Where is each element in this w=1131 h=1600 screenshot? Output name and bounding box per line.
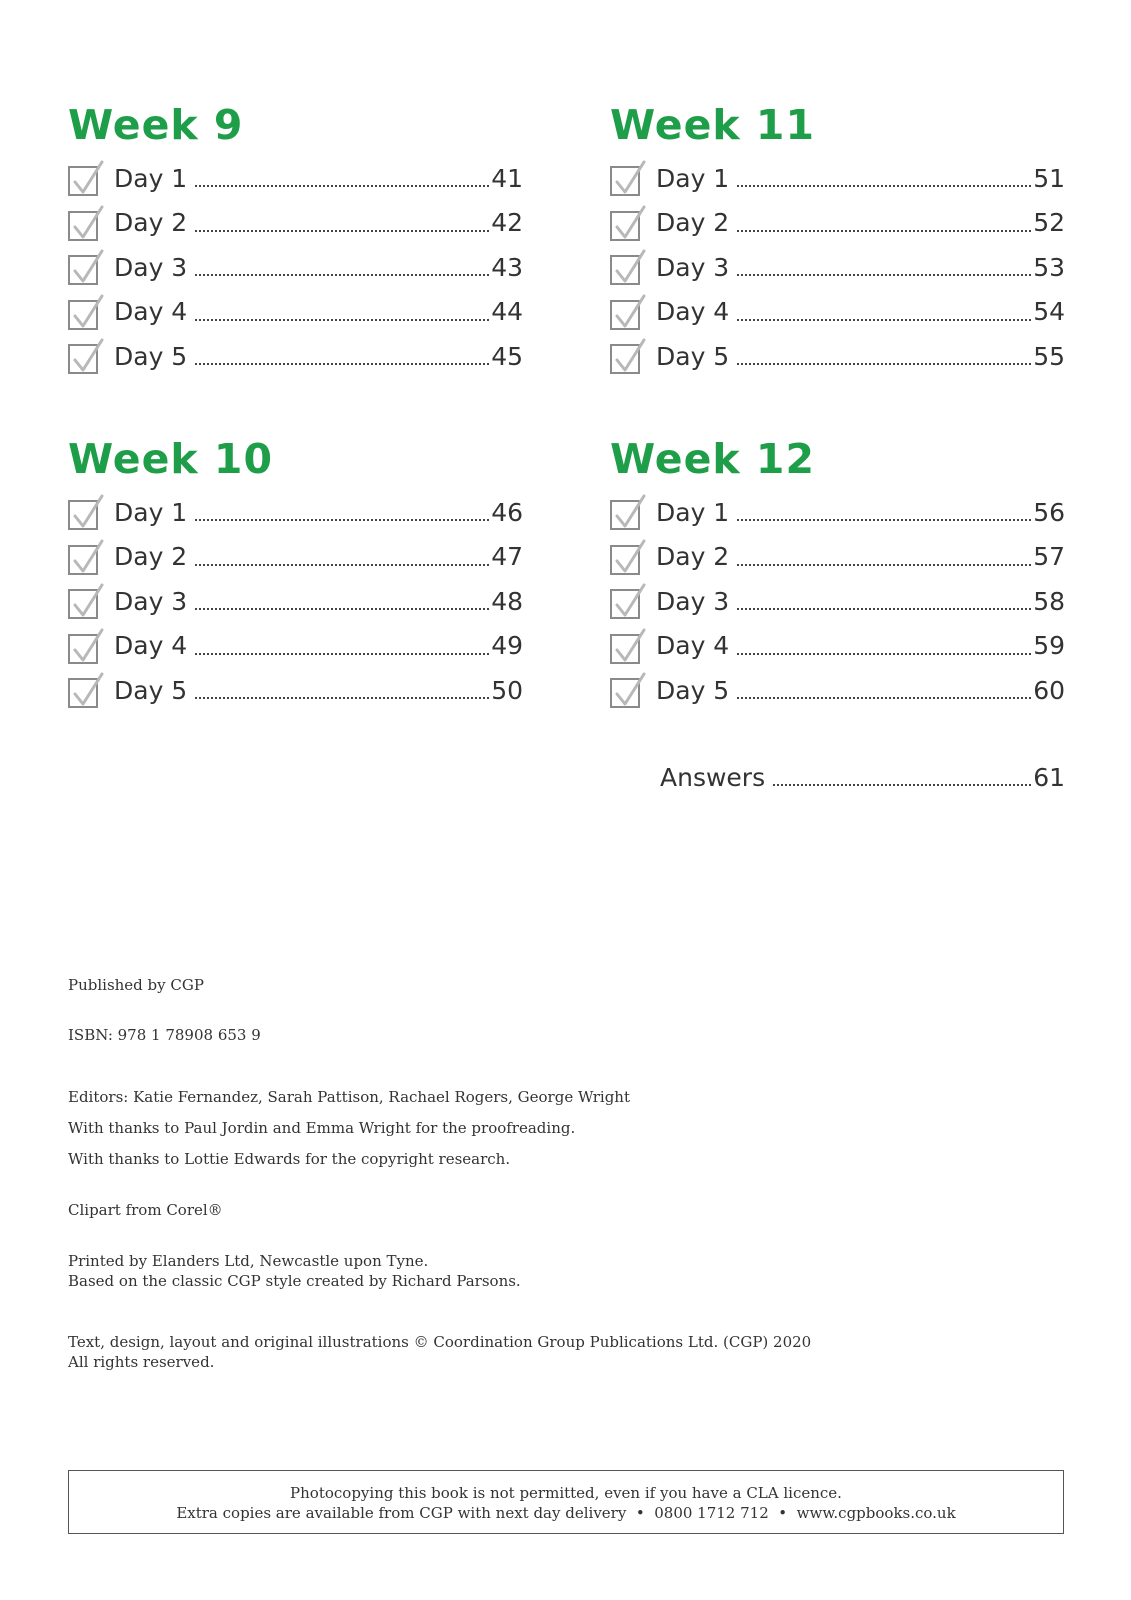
day-label: Day 5	[114, 675, 188, 705]
dot-leader	[737, 564, 1031, 566]
thanks-copyright: With thanks to Lottie Edwards for the copyright research.	[68, 1150, 511, 1168]
footer-line-2: Extra copies are available from CGP with next day delivery • 0800 1712 712 • www.cgpbooks.co.uk	[176, 1504, 956, 1522]
rights: All rights reserved.	[68, 1353, 215, 1371]
copyright: Text, design, layout and original illustrations © Coordination Group Publications Ltd. (CGP) 2020	[68, 1333, 812, 1351]
day-row[interactable]	[610, 668, 1065, 713]
dot-leader	[195, 653, 489, 655]
based-on: Based on the classic CGP style created by Richard Parsons.	[68, 1272, 521, 1290]
day-row[interactable]	[610, 579, 1065, 624]
dot-leader	[195, 319, 489, 321]
day-label: Day 3	[656, 252, 730, 282]
checkmark-icon	[614, 537, 648, 577]
day-label: Day 2	[114, 542, 188, 572]
page-number: 57	[1033, 542, 1065, 572]
checkbox[interactable]	[610, 678, 640, 708]
day-label: Day 1	[114, 497, 188, 527]
checkbox[interactable]	[68, 545, 98, 575]
checkmark-icon	[614, 203, 648, 243]
checkbox[interactable]	[68, 166, 98, 196]
page-number: 53	[1033, 252, 1065, 282]
day-label: Day 2	[114, 208, 188, 238]
day-label: Day 1	[114, 163, 188, 193]
week-section-9	[68, 100, 523, 379]
checkmark-icon	[72, 537, 106, 577]
credits	[68, 975, 968, 1372]
dot-leader	[195, 230, 489, 232]
day-label: Day 1	[656, 497, 730, 527]
printed-by: Printed by Elanders Ltd, Newcastle upon Tyne.	[68, 1252, 429, 1270]
day-label: Day 2	[656, 208, 730, 238]
checkbox[interactable]	[68, 211, 98, 241]
footer-notice	[68, 1470, 1064, 1534]
thanks-proofreading: With thanks to Paul Jordin and Emma Wright for the proofreading.	[68, 1119, 576, 1137]
checkbox[interactable]	[68, 300, 98, 330]
checkmark-icon	[614, 247, 648, 287]
checkbox[interactable]	[68, 344, 98, 374]
dot-leader	[737, 697, 1031, 699]
clipart: Clipart from Corel®	[68, 1201, 223, 1219]
dot-leader	[737, 363, 1031, 365]
day-row[interactable]	[68, 624, 523, 669]
checkbox[interactable]	[610, 500, 640, 530]
checkbox[interactable]	[68, 634, 98, 664]
checkmark-icon	[72, 581, 106, 621]
checkbox[interactable]	[68, 589, 98, 619]
day-row[interactable]	[68, 334, 523, 379]
checkmark-icon	[72, 336, 106, 376]
day-label: Day 4	[656, 631, 730, 661]
page-number: 54	[1033, 297, 1065, 327]
answers-label: Answers	[660, 762, 766, 792]
week-title: Week 10	[68, 435, 273, 483]
dot-leader	[195, 185, 489, 187]
page-number: 44	[491, 297, 523, 327]
week-title: Week 11	[610, 101, 815, 149]
dot-leader	[737, 230, 1031, 232]
week-title: Week 9	[68, 101, 244, 149]
checkmark-icon	[614, 670, 648, 710]
week-title: Week 12	[610, 435, 815, 483]
checkbox[interactable]	[68, 678, 98, 708]
day-row[interactable]	[68, 201, 523, 246]
day-row[interactable]	[610, 156, 1065, 201]
day-label: Day 1	[656, 163, 730, 193]
checkbox[interactable]	[68, 500, 98, 530]
day-label: Day 5	[656, 341, 730, 371]
checkmark-icon	[72, 158, 106, 198]
day-row[interactable]	[610, 490, 1065, 535]
week-section-10	[68, 434, 523, 713]
page-number: 46	[491, 497, 523, 527]
dot-leader	[737, 519, 1031, 521]
page-number: 61	[1033, 762, 1065, 792]
day-label: Day 4	[656, 297, 730, 327]
checkbox[interactable]	[610, 300, 640, 330]
isbn: ISBN: 978 1 78908 653 9	[68, 1026, 261, 1044]
day-list	[68, 490, 523, 713]
checkmark-icon	[614, 492, 648, 532]
day-row[interactable]	[68, 245, 523, 290]
page-number: 41	[491, 163, 523, 193]
day-list	[610, 490, 1065, 713]
dot-leader	[195, 608, 489, 610]
answers-row[interactable]	[660, 755, 1065, 799]
day-label: Day 3	[114, 252, 188, 282]
day-row[interactable]	[610, 624, 1065, 669]
page-number: 47	[491, 542, 523, 572]
checkmark-icon	[614, 292, 648, 332]
day-label: Day 5	[114, 341, 188, 371]
day-list	[68, 156, 523, 379]
page-number: 43	[491, 252, 523, 282]
day-row[interactable]	[610, 201, 1065, 246]
page-number: 48	[491, 586, 523, 616]
checkmark-icon	[72, 203, 106, 243]
day-row[interactable]	[610, 290, 1065, 335]
page-number: 49	[491, 631, 523, 661]
day-label: Day 5	[656, 675, 730, 705]
checkmark-icon	[72, 626, 106, 666]
day-row[interactable]	[610, 334, 1065, 379]
week-section-11	[610, 100, 1065, 379]
dot-leader	[195, 274, 489, 276]
day-row[interactable]	[68, 668, 523, 713]
checkmark-icon	[72, 670, 106, 710]
dot-leader	[195, 697, 489, 699]
checkbox[interactable]	[68, 255, 98, 285]
checkmark-icon	[614, 336, 648, 376]
checkmark-icon	[72, 247, 106, 287]
checkmark-icon	[72, 492, 106, 532]
day-row[interactable]	[68, 579, 523, 624]
day-row[interactable]	[610, 535, 1065, 580]
dot-leader	[737, 274, 1031, 276]
dot-leader	[195, 363, 489, 365]
checkmark-icon	[72, 292, 106, 332]
day-row[interactable]	[68, 490, 523, 535]
published-by: Published by CGP	[68, 976, 204, 994]
checkbox[interactable]	[610, 344, 640, 374]
day-label: Day 2	[656, 542, 730, 572]
day-label: Day 3	[656, 586, 730, 616]
checkbox[interactable]	[610, 545, 640, 575]
day-row[interactable]	[68, 535, 523, 580]
checkbox[interactable]	[610, 634, 640, 664]
day-row[interactable]	[610, 245, 1065, 290]
checkbox[interactable]	[610, 166, 640, 196]
page-number: 59	[1033, 631, 1065, 661]
dot-leader	[737, 608, 1031, 610]
day-label: Day 4	[114, 631, 188, 661]
day-label: Day 4	[114, 297, 188, 327]
page-number: 56	[1033, 497, 1065, 527]
editors: Editors: Katie Fernandez, Sarah Pattison, Rachael Rogers, George Wright	[68, 1088, 630, 1106]
page-number: 45	[491, 341, 523, 371]
page-number: 42	[491, 208, 523, 238]
dot-leader	[737, 653, 1031, 655]
week-section-12	[610, 434, 1065, 713]
page-number: 60	[1033, 675, 1065, 705]
checkbox[interactable]	[610, 211, 640, 241]
page-number: 58	[1033, 586, 1065, 616]
page-number: 51	[1033, 163, 1065, 193]
dot-leader	[195, 519, 489, 521]
checkmark-icon	[614, 158, 648, 198]
dot-leader	[195, 564, 489, 566]
dot-leader	[773, 784, 1031, 786]
page-number: 52	[1033, 208, 1065, 238]
day-list	[610, 156, 1065, 379]
checkmark-icon	[614, 581, 648, 621]
dot-leader	[737, 319, 1031, 321]
day-row[interactable]	[68, 290, 523, 335]
day-row[interactable]	[68, 156, 523, 201]
footer-line-1: Photocopying this book is not permitted, even if you have a CLA licence.	[290, 1484, 842, 1502]
page-number: 50	[491, 675, 523, 705]
dot-leader	[737, 185, 1031, 187]
checkmark-icon	[614, 626, 648, 666]
checkbox[interactable]	[610, 255, 640, 285]
page-number: 55	[1033, 341, 1065, 371]
day-label: Day 3	[114, 586, 188, 616]
checkbox[interactable]	[610, 589, 640, 619]
